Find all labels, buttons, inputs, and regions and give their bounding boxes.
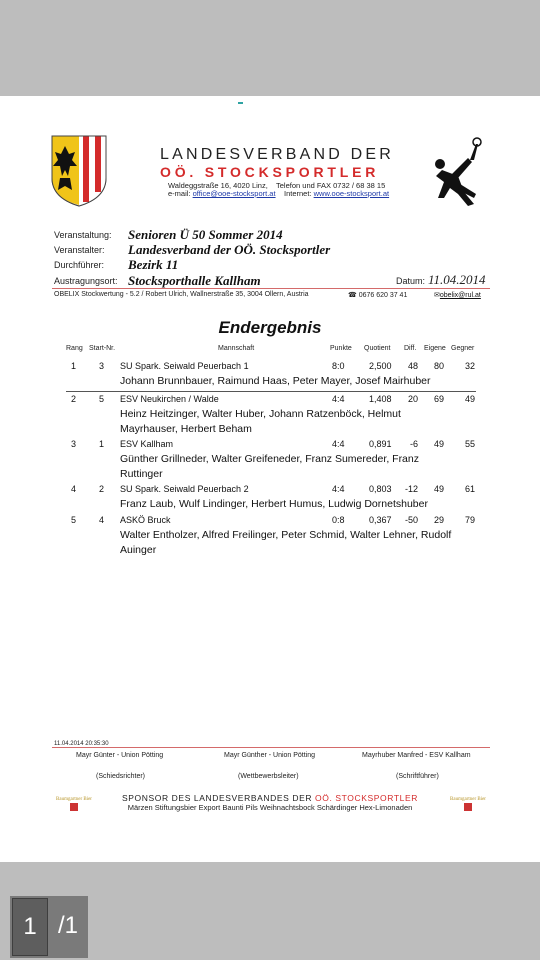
org-subtitle: OÖ. STOCKSPORTLER: [160, 164, 380, 180]
row-divider: [66, 391, 476, 392]
row-diff: -12: [405, 484, 419, 494]
row-eigene: 69: [434, 394, 445, 404]
row-players: Johann Brunnbauer, Raimund Haas, Peter Mayer, Josef Mairhuber: [120, 375, 431, 387]
header-mannschaft: Mannschaft: [218, 345, 255, 352]
row-players: Walter Entholzer, Alfred Freilinger, Peter Schmid, Walter Lehner, Rudolf Auinger: [120, 529, 452, 556]
durchfuehrer-value: Bezirk 11: [128, 257, 179, 272]
row-players: Heinz Heitzinger, Walter Huber, Johann Ratzenböck, Helmut Mayrhauser, Herbert Beham: [120, 408, 401, 435]
row-quotient: 0,891: [369, 439, 392, 449]
phone-fax: Telefon und FAX 0732 / 68 38 15: [276, 181, 386, 190]
stocksport-player-icon: [430, 134, 492, 206]
row-punkte: 0:8: [332, 515, 345, 525]
software-email-link[interactable]: obelix@rul.at: [439, 292, 481, 299]
svg-text:Baumgartner Bier: Baumgartner Bier: [56, 797, 92, 802]
software-credit: OBELIX Stockwertung - 5.2 / Robert Ulrich, Wallnerstraße 35, 3004 Ollern, Austria: [54, 291, 309, 298]
current-page-input[interactable]: 1: [12, 898, 48, 956]
austragungsort-label: Austragungsort:: [54, 276, 118, 286]
sponsor-text: SPONSOR DES LANDESVERBANDES DER: [122, 793, 313, 803]
row-punkte: 8:0: [332, 361, 345, 371]
veranstalter-label: Veranstalter:: [54, 245, 105, 255]
results-title: Endergebnis: [218, 318, 322, 337]
datum: [396, 272, 486, 288]
email-label: e-mail:: [168, 189, 191, 198]
veranstaltung-value: Senioren Ü 50 Sommer 2014: [128, 227, 283, 242]
software-phone: [348, 291, 407, 299]
row-diff: 48: [408, 361, 419, 371]
row-diff: -50: [405, 515, 419, 525]
print-timestamp: 11.04.2014 20:35:30: [54, 741, 109, 747]
row-rang: 5: [71, 515, 77, 525]
phone-icon: ☎: [348, 292, 357, 299]
header-eigene: Eigene: [424, 345, 446, 352]
row-rang: 1: [71, 361, 77, 371]
row-diff: -6: [410, 439, 419, 449]
footer-divider: [52, 747, 490, 748]
referee-name: Mayr Günter - Union Pötting: [76, 752, 164, 759]
austragungsort-value: Stocksporthalle Kallham: [128, 273, 261, 288]
row-gegner: 49: [465, 394, 476, 404]
mail-icon: ✉: [434, 292, 440, 299]
row-rang: 4: [71, 484, 77, 494]
durchfuehrer-label: Durchführer:: [54, 260, 105, 270]
row-gegner: 55: [465, 439, 476, 449]
competition-leader-role: (Wettbewerbsleiter): [238, 773, 299, 780]
row-team: SU Spark. Seiwald Peuerbach 1: [120, 361, 249, 371]
row-rang: 2: [71, 394, 77, 404]
row-eigene: 49: [434, 439, 445, 449]
secretary-role: (Schriftführer): [396, 773, 439, 780]
upper-austria-crest-icon: [50, 134, 108, 208]
competition-leader-name: Mayr Günther - Union Pötting: [224, 752, 316, 759]
row-gegner: 79: [465, 515, 476, 525]
header-rang: Rang: [66, 345, 83, 352]
header-start: Start-Nr.: [89, 345, 116, 352]
website-link[interactable]: www.ooe-stocksport.at: [313, 189, 390, 198]
row-rang: 3: [71, 439, 77, 449]
header-quotient: Quotient: [364, 345, 391, 352]
page-mark: [238, 102, 243, 104]
row-punkte: 4:4: [332, 394, 345, 404]
software-phone-number: 0676 620 37 41: [358, 292, 408, 299]
address: Waldeggstraße 16, 4020 Linz,: [168, 181, 268, 190]
veranstaltung-label: Veranstaltung:: [54, 230, 112, 240]
row-team: ASKÖ Bruck: [120, 515, 171, 525]
sponsor-org: OÖ. STOCKSPORTLER: [315, 793, 418, 803]
internet-label: Internet:: [284, 189, 312, 198]
header-diff: Diff.: [404, 345, 417, 352]
row-players: Günther Grillneder, Walter Greifeneder, Franz Sumereder, Franz Ruttinger: [120, 453, 419, 480]
total-pages: /1: [57, 912, 78, 939]
row-gegner: 61: [465, 484, 476, 494]
row-punkte: 4:4: [332, 439, 345, 449]
viewer-top-bar: [0, 0, 540, 96]
row-start: 3: [99, 361, 105, 371]
row-quotient: 1,408: [369, 394, 392, 404]
row-quotient: 0,367: [369, 515, 392, 525]
row-punkte: 4:4: [332, 484, 345, 494]
row-team: ESV Neukirchen / Walde: [120, 394, 219, 404]
software-mail: [434, 291, 481, 299]
row-players: Franz Laub, Wulf Lindinger, Herbert Humus, Ludwig Dornetshuber: [120, 498, 428, 510]
row-start: 1: [99, 439, 105, 449]
row-quotient: 0,803: [369, 484, 392, 494]
header-gegner: Gegner: [451, 345, 475, 352]
row-diff: 20: [408, 394, 419, 404]
row-eigene: 49: [434, 484, 445, 494]
secretary-name: Mayrhuber Manfred - ESV Kallham: [362, 752, 471, 759]
header-punkte: Punkte: [330, 345, 352, 352]
row-start: 4: [99, 515, 105, 525]
row-start: 2: [99, 484, 105, 494]
row-eigene: 80: [434, 361, 445, 371]
referee-role: (Schiedsrichter): [96, 773, 146, 780]
veranstalter-value: Landesverband der OÖ. Stocksportler: [128, 242, 331, 257]
row-start: 5: [99, 394, 105, 404]
header-divider: [52, 288, 490, 289]
row-team: ESV Kallham: [120, 439, 174, 449]
row-eigene: 29: [434, 515, 445, 525]
org-title: LANDESVERBAND DER: [160, 146, 395, 163]
row-quotient: 2,500: [369, 361, 392, 371]
datum-value: 11.04.2014: [428, 272, 486, 287]
sponsor-products: Märzen Stiftungsbier Export Baunti Pils Weihnachtsbock Schärdinger Hex-Limonaden: [127, 803, 413, 812]
email-link[interactable]: office@ooe-stocksport.at: [192, 189, 276, 198]
row-gegner: 32: [465, 361, 476, 371]
page-indicator[interactable]: [10, 896, 88, 958]
datum-label: Datum:: [396, 276, 426, 286]
contact-line: [168, 189, 389, 198]
svg-text:Baumgartner Bier: Baumgartner Bier: [450, 797, 486, 802]
row-team: SU Spark. Seiwald Peuerbach 2: [120, 484, 249, 494]
document-page: [0, 96, 540, 862]
sponsor-line: [0, 793, 540, 803]
